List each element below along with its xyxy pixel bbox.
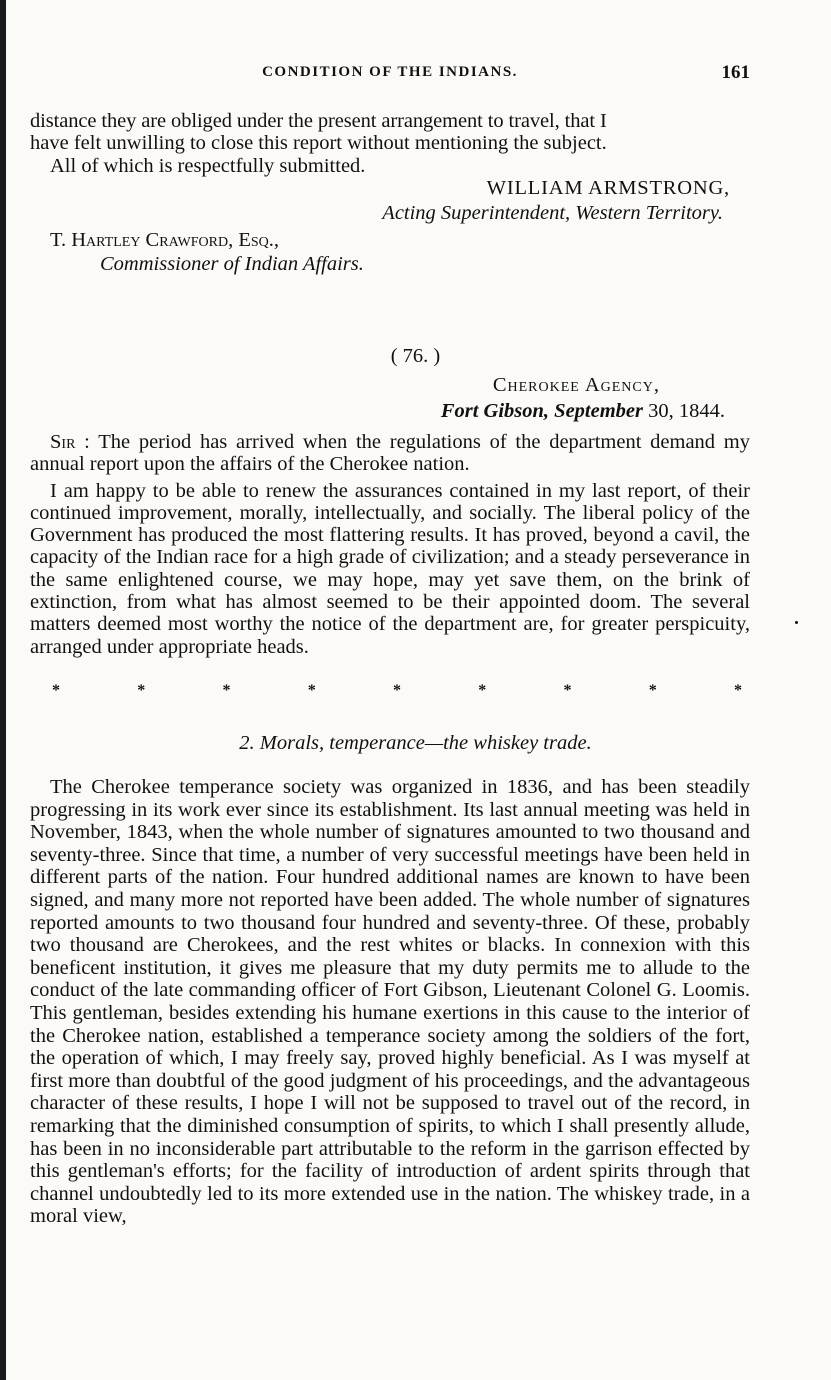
star: * [137, 682, 146, 699]
letter-date-year: 30, 1844. [643, 400, 725, 422]
paragraph-1-text: The period has arrived when the regulations of the department demand my annual report upon the affairs of the Cherokee nation. [30, 431, 750, 476]
running-title: CONDITION OF THE INDIANS. [262, 64, 518, 80]
star: * [478, 682, 487, 699]
text-line: distance they are obliged under the present arrangement to travel, that I [30, 110, 607, 132]
signature-title: Acting Superintendent, Western Territory. [382, 202, 723, 224]
addressee-name: T. Hartley Crawford, Esq., [50, 229, 280, 251]
star: * [648, 682, 657, 699]
star: * [563, 682, 572, 699]
addressee-title: Commissioner of Indian Affairs. [100, 253, 364, 275]
signature-name: WILLIAM ARMSTRONG, [486, 177, 730, 199]
letter-body [30, 431, 750, 658]
ellipsis-stars [52, 682, 742, 700]
star: * [307, 682, 316, 699]
star: * [52, 682, 60, 699]
letter-place: Cherokee Agency, [492, 374, 660, 396]
page-edge [0, 0, 6, 1380]
paragraph-2: I am happy to be able to renew the assurances contained in my last report, of their continued improvement, morally, intellectually, and socially. The liberal policy of the Government has produced the most flattering results. It has proved, beyond a cavil, the capacity of the Indian race for a high grade of civilization; and a steady perseverance in the same enlightened course, we may hope, may yet save them, on the brink of extinction, from what has almost seemed to be their appointed doom. The several matters deemed most worthy the notice of the department are, for greater perspicuity, arranged under appropriate heads. [30, 479, 750, 658]
closing-paragraph [30, 110, 750, 177]
running-head [30, 64, 750, 88]
section-body [30, 776, 750, 1228]
star: * [734, 682, 742, 699]
letter-date-place: Fort Gibson, September [440, 400, 643, 422]
star: * [222, 682, 231, 699]
star: * [393, 682, 401, 699]
text-line: have felt unwilling to close this report without mentioning the subject. [30, 132, 607, 155]
paragraph-1 [30, 431, 750, 476]
letter-date [30, 400, 725, 422]
letter-number: ( 76. ) [390, 345, 441, 367]
paragraph-3: The Cherokee temperance society was organized in 1836, and has been steadily progressing in its work ever since its establishment. Its last annual meeting was held in November, 1843, when the whole number of signatures amounted to two thousand and seventy-three. Since that time, a number of very successful meetings have been held in different parts of the nation. Four hundred additional names are known to have been signed, and many more not reported have been added. The whole number of signatures reported amounts to two thousand four hundred and seventy-three. Of these, probably two thousand are Cherokees, and the rest whites or blacks. In connexion with this beneficent institution, it gives me pleasure that my duty permits me to allude to the conduct of the late commanding officer of Fort Gibson, Lieutenant Colonel G. Loomis. This gentleman, besides extending his humane exertions in this cause to the interior of the Cherokee nation, established a temperance society among the soldiers of the fort, the operation of which, I may freely say, proved highly beneficial. As I was myself at first more than doubtful of the good judgment of his proceedings, and the advantageous character of these results, I hope I will not be supposed to travel out of the record, in remarking that the diminished consumption of spirits, to which I shall presently allude, has been in no inconsiderable part attributable to the reform in the garrison effected by this gentleman's efforts; for the facility of introduction of ardent spirits through that channel undoubtedly led to its more extended use in the nation. The whiskey trade, in a moral view, [30, 776, 750, 1228]
section-heading: 2. Morals, temperance—the whiskey trade. [239, 732, 592, 754]
page-number: 161 [721, 62, 750, 83]
ink-speck [795, 621, 798, 624]
submitted-line: All of which is respectfully submitted. [50, 154, 366, 177]
salutation: Sir : [50, 431, 90, 453]
